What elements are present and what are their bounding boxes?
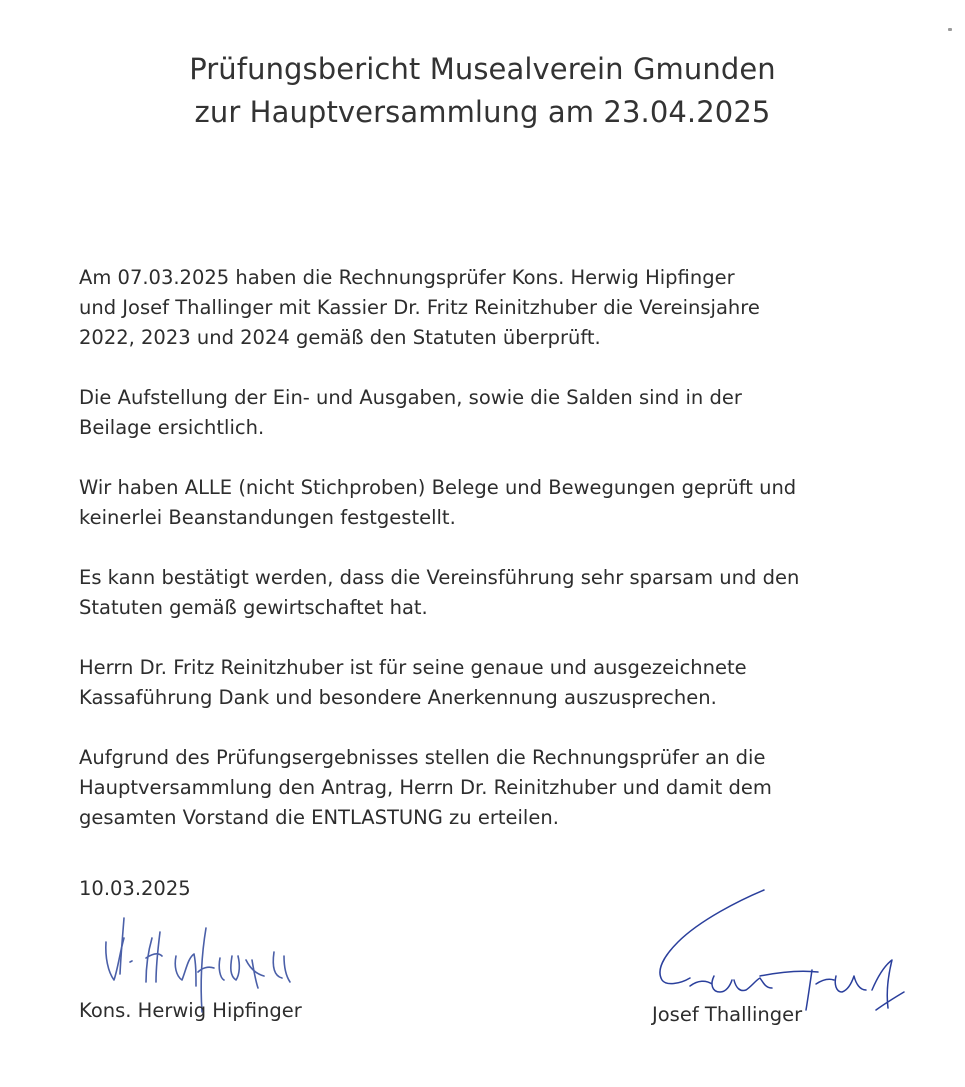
scan-speck [948, 28, 952, 31]
paragraph-confirmation [79, 563, 899, 623]
paragraph-thanks [79, 653, 899, 713]
text-line: 2022, 2023 und 2024 gemäß den Statuten überprüft. [79, 326, 601, 349]
text-line: Kassaführung Dank und besondere Anerkennung auszusprechen. [79, 686, 717, 709]
text-line: Beilage ersichtlich. [79, 416, 265, 439]
text-line: Am 07.03.2025 haben die Rechnungsprüfer Kons. Herwig Hipfinger [79, 266, 735, 289]
signer-name-hipfinger: Kons. Herwig Hipfinger [79, 999, 302, 1022]
text-line: keinerlei Beanstandungen festgestellt. [79, 506, 456, 529]
paragraph-motion [79, 743, 899, 833]
text-line: Die Aufstellung der Ein- und Ausgaben, sowie die Salden sind in der [79, 386, 742, 409]
text-line: und Josef Thallinger mit Kassier Dr. Fritz Reinitzhuber die Vereinsjahre [79, 296, 760, 319]
text-line: Herrn Dr. Fritz Reinitzhuber ist für seine genaue und ausgezeichnete [79, 656, 747, 679]
paragraph-statement [79, 383, 899, 443]
document-body [79, 263, 899, 863]
text-line: Hauptversammlung den Antrag, Herrn Dr. Reinitzhuber und damit dem [79, 776, 772, 799]
text-line: gesamten Vorstand die ENTLASTUNG zu erteilen. [79, 806, 559, 829]
text-line: Wir haben ALLE (nicht Stichproben) Belege und Bewegungen geprüft und [79, 476, 797, 499]
signer-name-thallinger: Josef Thallinger [652, 1003, 803, 1026]
text-line: Statuten gemäß gewirtschaftet hat. [79, 596, 428, 619]
paragraph-full-check [79, 473, 899, 533]
text-line: Es kann bestätigt werden, dass die Vereinsführung sehr sparsam und den [79, 566, 800, 589]
text-line: Aufgrund des Prüfungsergebnisses stellen die Rechnungsprüfer an die [79, 746, 766, 769]
paragraph-audit-scope [79, 263, 899, 353]
document-title [0, 48, 965, 134]
title-line-1: Prüfungsbericht Musealverein Gmunden [189, 52, 776, 86]
title-line-2: zur Hauptversammlung am 23.04.2025 [194, 95, 771, 129]
signing-date: 10.03.2025 [79, 877, 191, 900]
